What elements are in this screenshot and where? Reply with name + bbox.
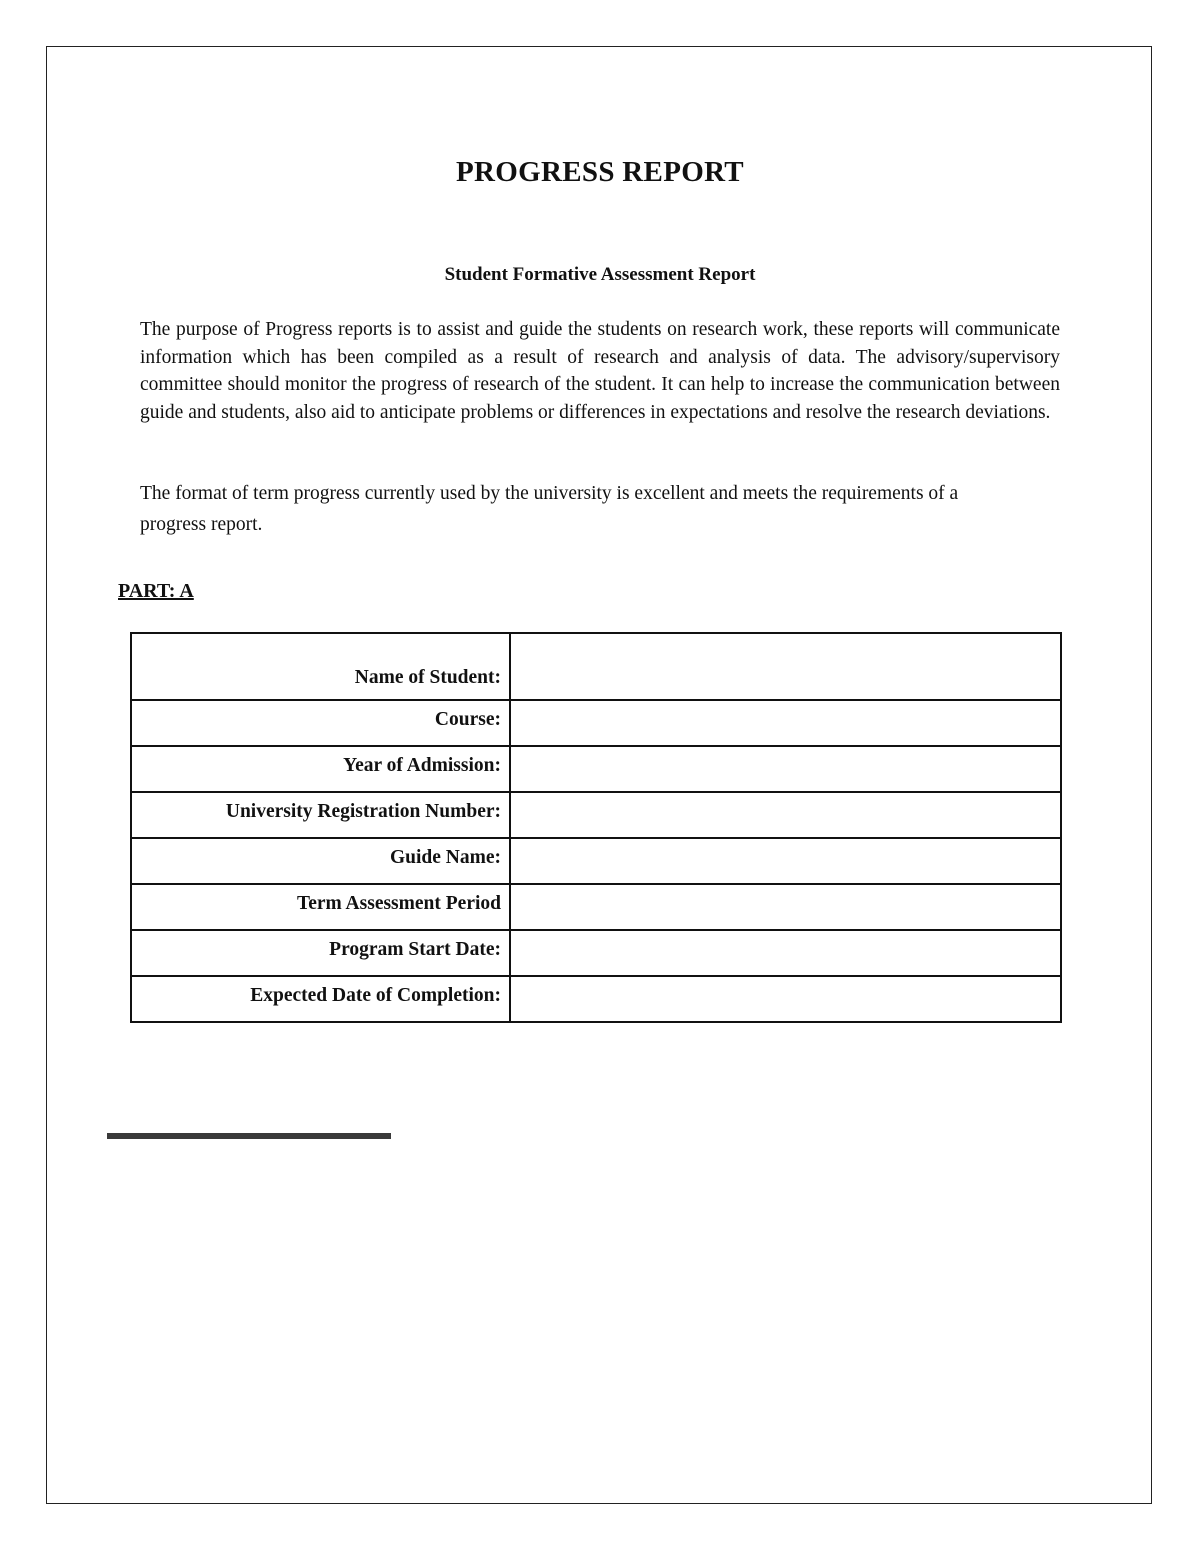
purpose-paragraph: The purpose of Progress reports is to assist and guide the students on research work, these reports will communicate information which has been compiled as a result of research and analysis of data. The advisory/supervisory committee should monitor the progress of research of the student. It can help to increase the communication between guide and students, also aid to anticipate problems or differences in expectations and resolve the research deviations.: [140, 319, 1060, 423]
field-label-program-start-date: Program Start Date:: [131, 930, 510, 976]
format-paragraph: The format of term progress currently used by the university is excellent and meets the requirements of a progress report.: [140, 483, 959, 535]
field-value-guide-name[interactable]: [510, 838, 1061, 884]
document-title: PROGRESS REPORT: [456, 156, 744, 188]
table-row: [131, 930, 1061, 976]
table-row: [131, 700, 1061, 746]
table-row: [131, 792, 1061, 838]
field-value-registration-number[interactable]: [510, 792, 1061, 838]
field-value-course[interactable]: [510, 700, 1061, 746]
field-value-student-name[interactable]: [510, 633, 1061, 700]
field-label-registration-number: University Registration Number:: [131, 792, 510, 838]
field-label-term-assessment-period: Term Assessment Period: [131, 884, 510, 930]
field-label-year-of-admission: Year of Admission:: [131, 746, 510, 792]
document-subtitle: Student Formative Assessment Report: [444, 264, 756, 285]
field-label-guide-name: Guide Name:: [131, 838, 510, 884]
field-value-year-of-admission[interactable]: [510, 746, 1061, 792]
table-row: [131, 976, 1061, 1022]
student-info-table: [130, 632, 1062, 1023]
field-value-term-assessment-period[interactable]: [510, 884, 1061, 930]
table-row: [131, 884, 1061, 930]
field-label-student-name: Name of Student:: [131, 633, 510, 700]
footnote-separator-rule: [107, 1133, 391, 1139]
part-a-heading: PART: A: [118, 580, 194, 602]
field-value-expected-completion[interactable]: [510, 976, 1061, 1022]
field-label-course: Course:: [131, 700, 510, 746]
field-label-expected-completion: Expected Date of Completion:: [131, 976, 510, 1022]
table-row: [131, 633, 1061, 700]
field-value-program-start-date[interactable]: [510, 930, 1061, 976]
table-row: [131, 746, 1061, 792]
table-row: [131, 838, 1061, 884]
